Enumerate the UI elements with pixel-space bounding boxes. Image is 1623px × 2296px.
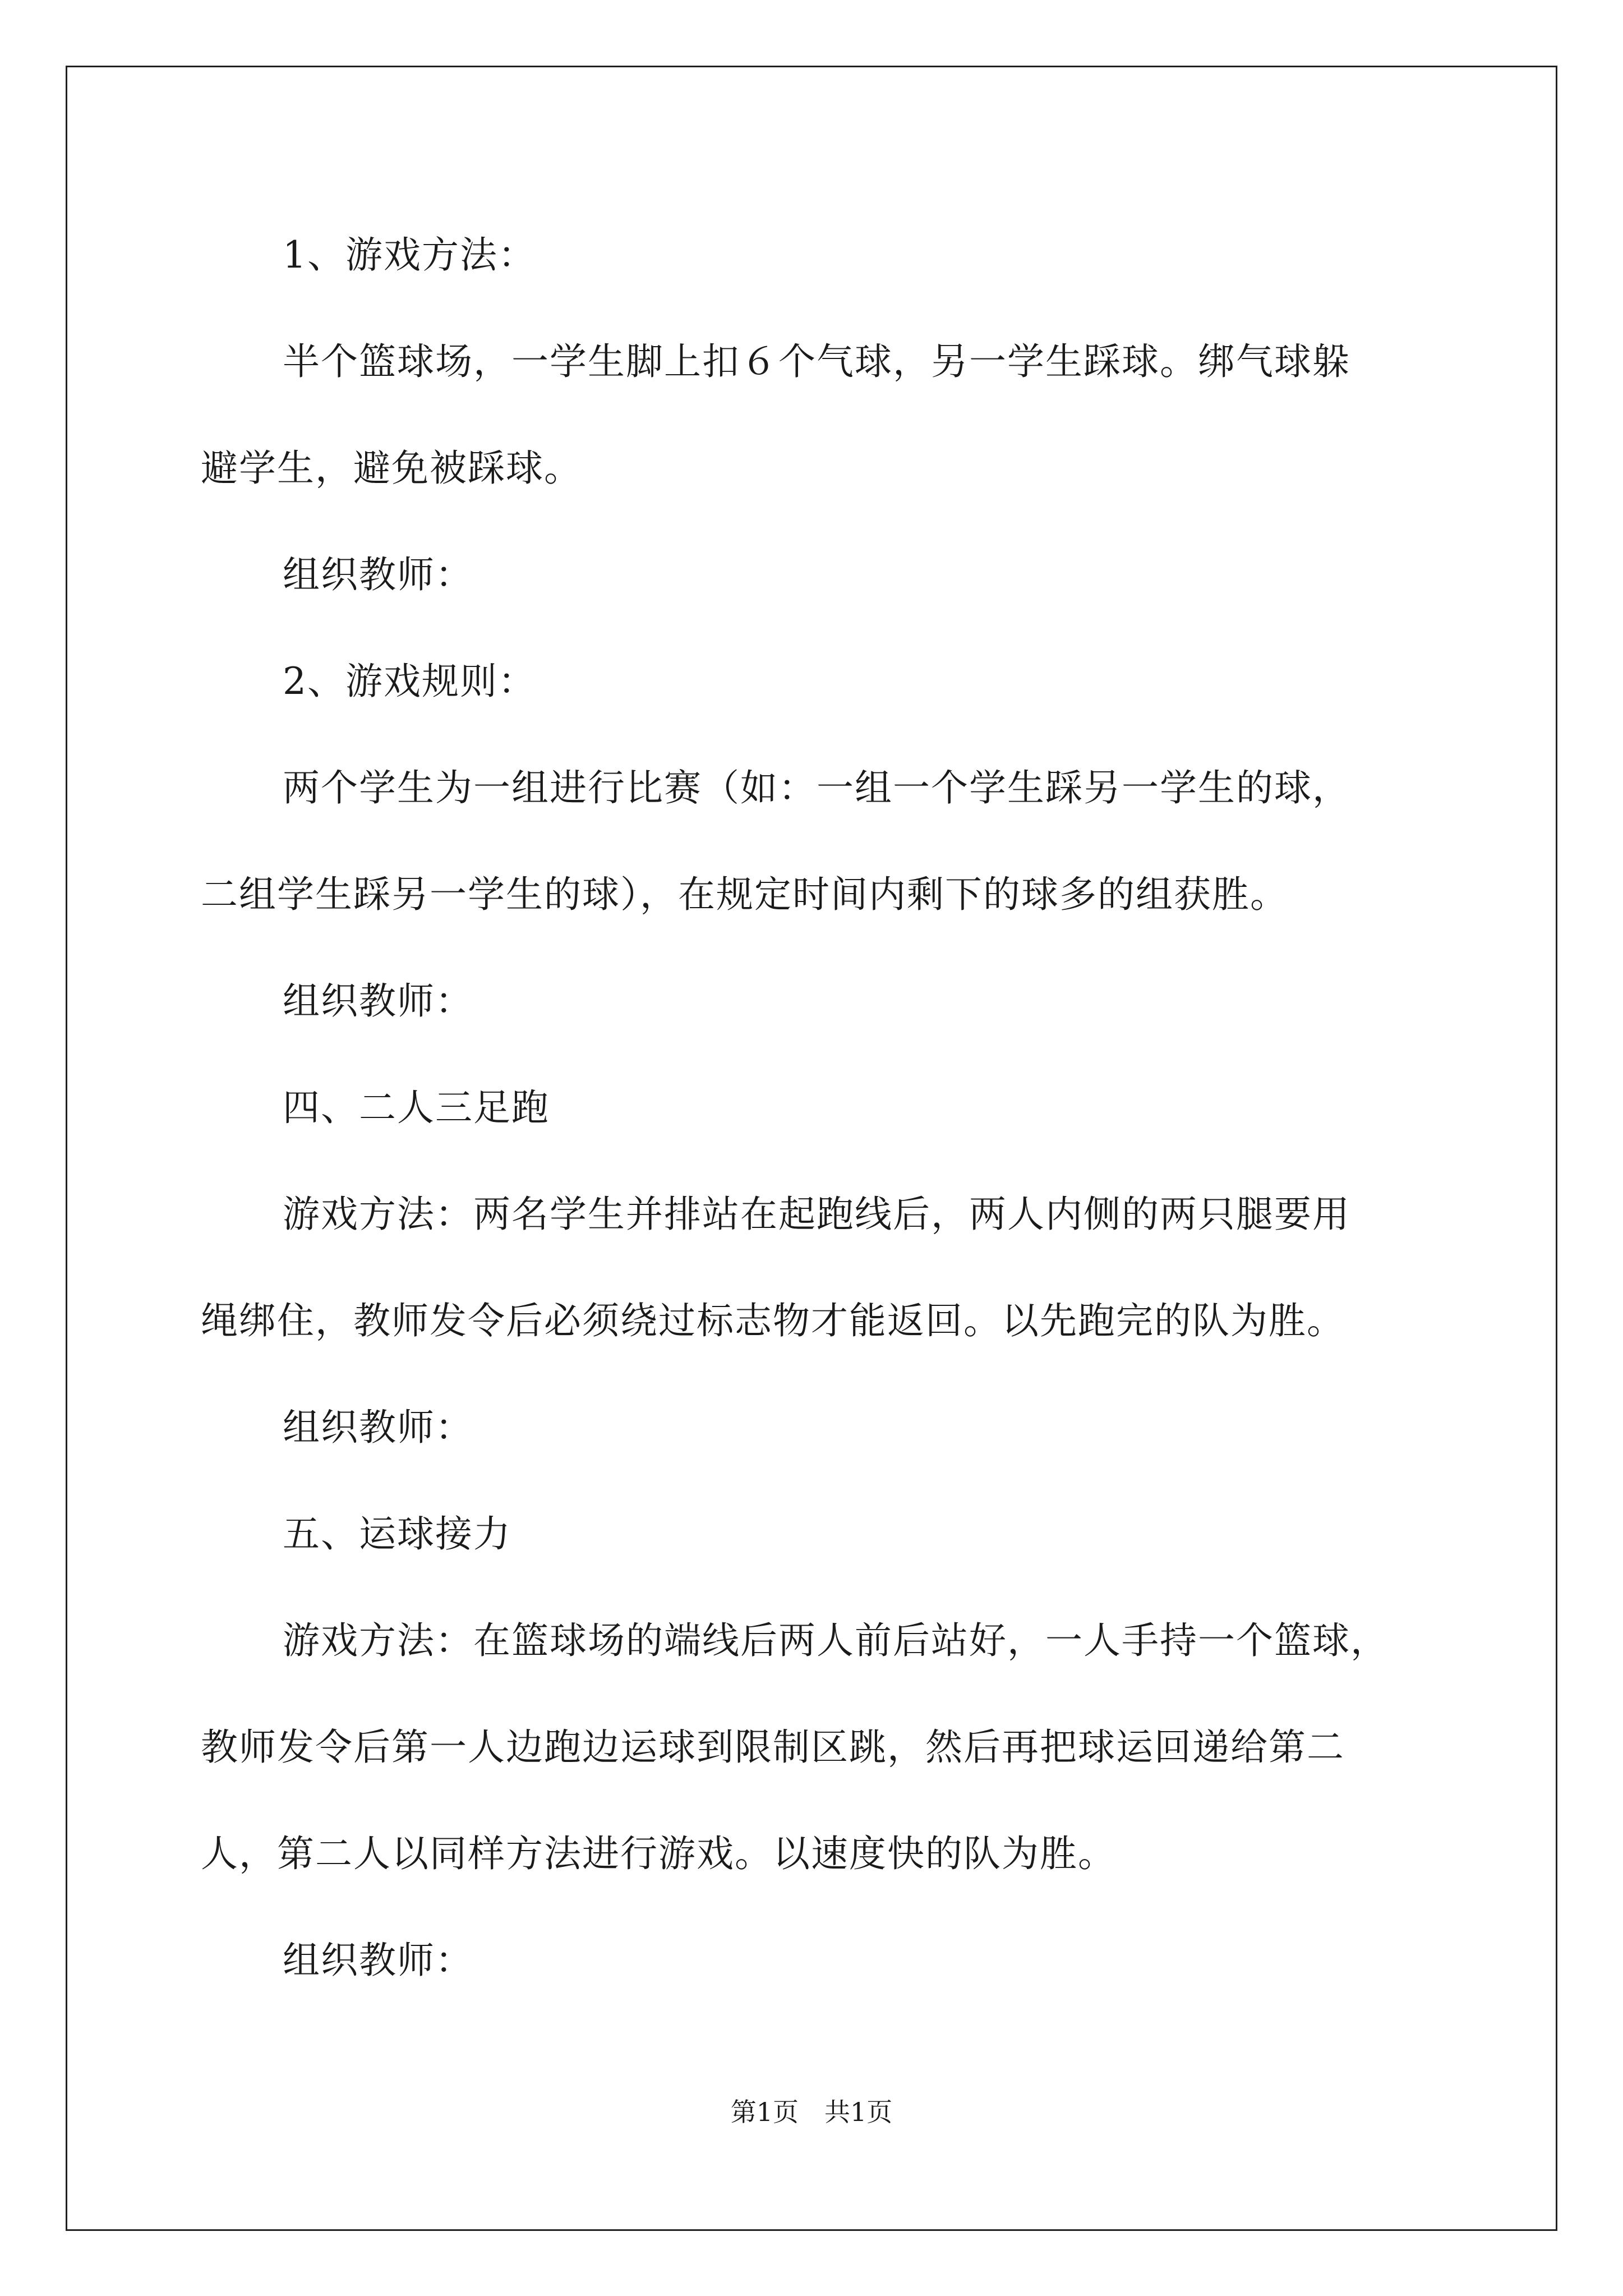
organizer-teacher-label: 组织教师： [283,1939,473,1982]
paragraph-line: 游戏方法：两名学生并排站在起跑线后，两人内侧的两只腿要用 [283,1193,1350,1236]
paragraph-line: 半个篮球场，一学生脚上扣６个气球，另一学生踩球。绑气球躲 [283,340,1350,383]
organizer-teacher-label: 组织教师： [283,1406,473,1449]
paragraph-line: 二组学生踩另一学生的球），在规定时间内剩下的球多的组获胜。 [201,873,1288,916]
paragraph-line: 避学生，避免被踩球。 [201,447,582,490]
page-footer: 第1页 共1页 [730,2097,893,2127]
paragraph-line: 游戏方法：在篮球场的端线后两人前后站好，一人手持一个篮球， [283,1619,1389,1662]
section-heading-dribble-relay: 五、运球接力 [283,1512,511,1556]
organizer-teacher-label: 组织教师： [283,979,473,1023]
document-body [201,202,1463,2014]
paragraph-line: 人，第二人以同样方法进行游戏。以速度快的队为胜。 [201,1832,1116,1875]
paragraph-line: 教师发令后第一人边跑边运球到限制区跳，然后再把球运回递给第二 [201,1726,1345,1769]
heading-game-method-1: 1、游戏方法： [283,233,536,277]
section-heading-three-legged-race: 四、二人三足跑 [283,1086,550,1129]
paragraph-line: 绳绑住，教师发令后必须绕过标志物才能返回。以先跑完的队为胜。 [201,1299,1345,1342]
paragraph-line: 两个学生为一组进行比赛（如：一组一个学生踩另一学生的球， [283,766,1350,809]
heading-game-rules: 2、游戏规则： [283,660,536,703]
organizer-teacher-label: 组织教师： [283,553,473,596]
